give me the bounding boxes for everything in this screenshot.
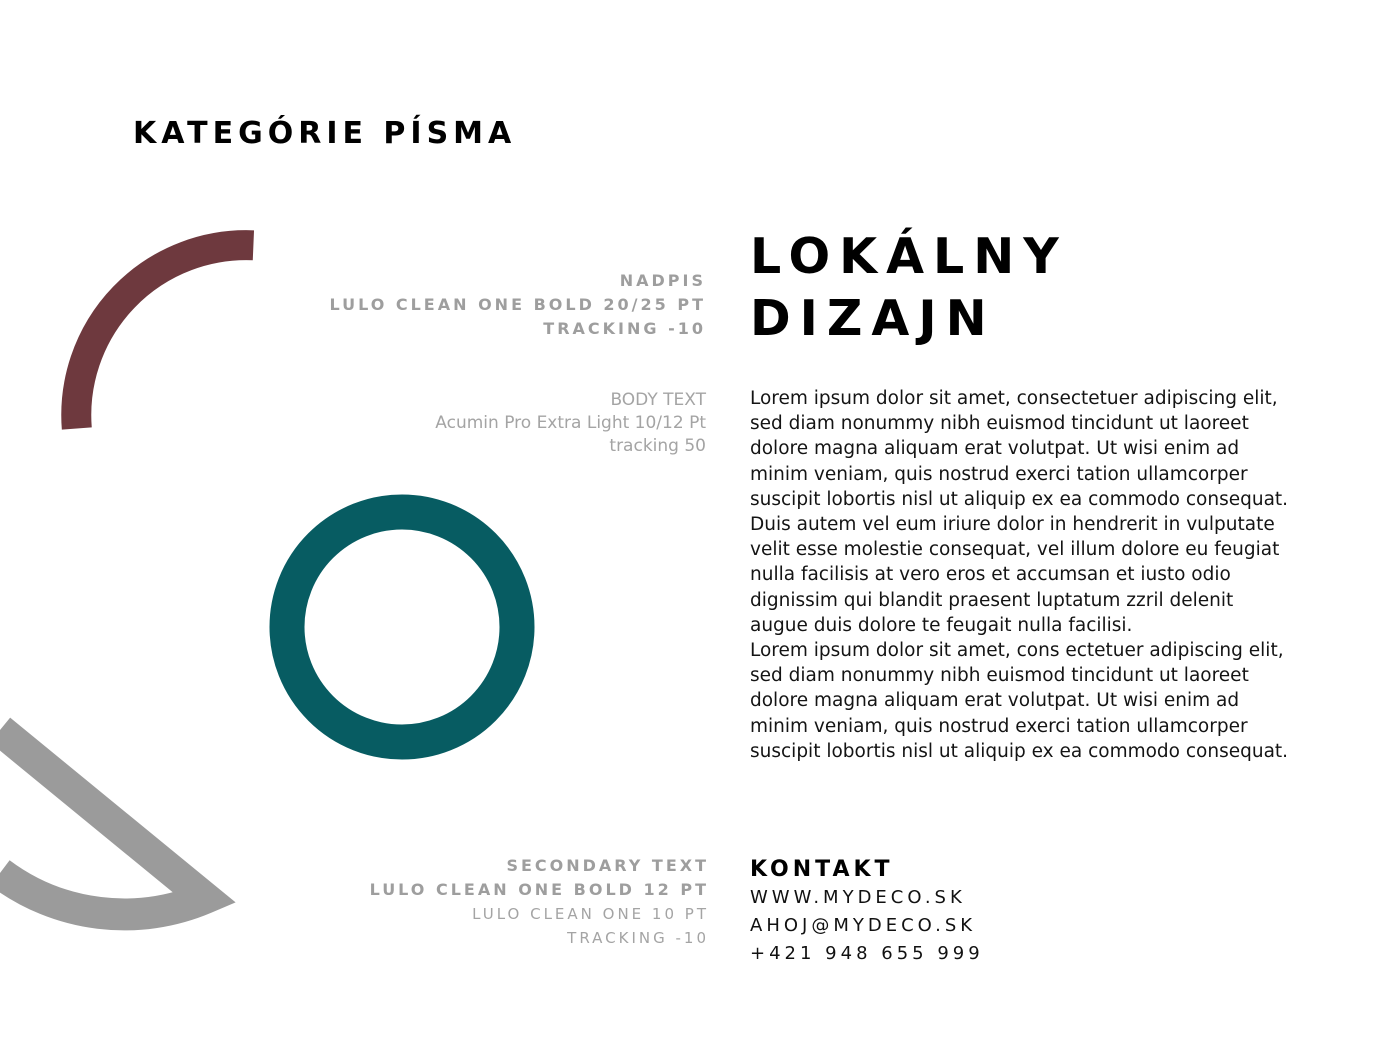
body-paragraph-2: Lorem ipsum dolor sit amet, cons ectetuer adipiscing elit, sed diam nonummy nibh euismod tincidunt ut laoreet dolore magna aliquam erat volutpat. Ut wisi enim ad minim veniam, quis nostrud exerci tation ullamcorper suscipit lobortis nisl ut aliquip ex ea commodo consequat. [750, 640, 1289, 762]
contact-title: KONTAKT [750, 857, 894, 882]
page-title: KATEGÓRIE PÍSMA [133, 116, 517, 151]
heading-spec-font: LULO CLEAN ONE BOLD 20/25 PT [329, 295, 706, 314]
body-spec-font: Acumin Pro Extra Light 10/12 Pt [435, 413, 706, 433]
gray-semicircle-shape [0, 730, 205, 914]
headline-line-2: DIZAJN [750, 290, 996, 347]
teal-ring-shape [287, 512, 517, 742]
secondary-spec-light-font: LULO CLEAN ONE 10 PT [472, 905, 709, 923]
body-paragraph-1: Lorem ipsum dolor sit amet, consectetuer adipiscing elit, sed diam nonummy nibh euismod tincidunt ut laoreet dolore magna aliquam erat volutpat. Ut wisi enim ad minim veniam, quis nostrud exerci tation ullamcorper suscipit lobortis nisl ut aliquip ex ea commodo consequat. Duis autem vel eum iriure dolor in hendrerit in vulputate velit esse molestie consequat, vel illum dolore eu feugiat nulla facilisis at vero eros et accumsan et iusto odio dignissim qui blandit praesent luptatum zzril delenit augue duis dolore te feugait nulla facilisi. [750, 388, 1289, 636]
body-spec-tracking: tracking 50 [609, 436, 706, 456]
headline [750, 226, 1068, 350]
contact-email[interactable]: AHOJ@MYDECO.SK [750, 915, 977, 936]
contact-phone[interactable]: +421 948 655 999 [750, 943, 984, 964]
secondary-spec-tracking: TRACKING -10 [567, 929, 709, 947]
heading-spec-label: NADPIS [619, 271, 706, 290]
secondary-spec-bold-font: LULO CLEAN ONE BOLD 12 PT [369, 880, 709, 899]
body-text-block [750, 386, 1290, 764]
headline-line-1: LOKÁLNY [750, 228, 1068, 285]
contact-block [750, 856, 984, 968]
secondary-spec [370, 854, 709, 950]
heading-spec [329, 269, 706, 341]
body-spec-label: BODY TEXT [610, 390, 706, 410]
maroon-arc-shape [76, 245, 253, 428]
secondary-spec-label: SECONDARY TEXT [506, 856, 709, 875]
contact-website[interactable]: WWW.MYDECO.SK [750, 887, 966, 908]
heading-spec-tracking: TRACKING -10 [543, 319, 706, 338]
body-spec [435, 389, 706, 458]
